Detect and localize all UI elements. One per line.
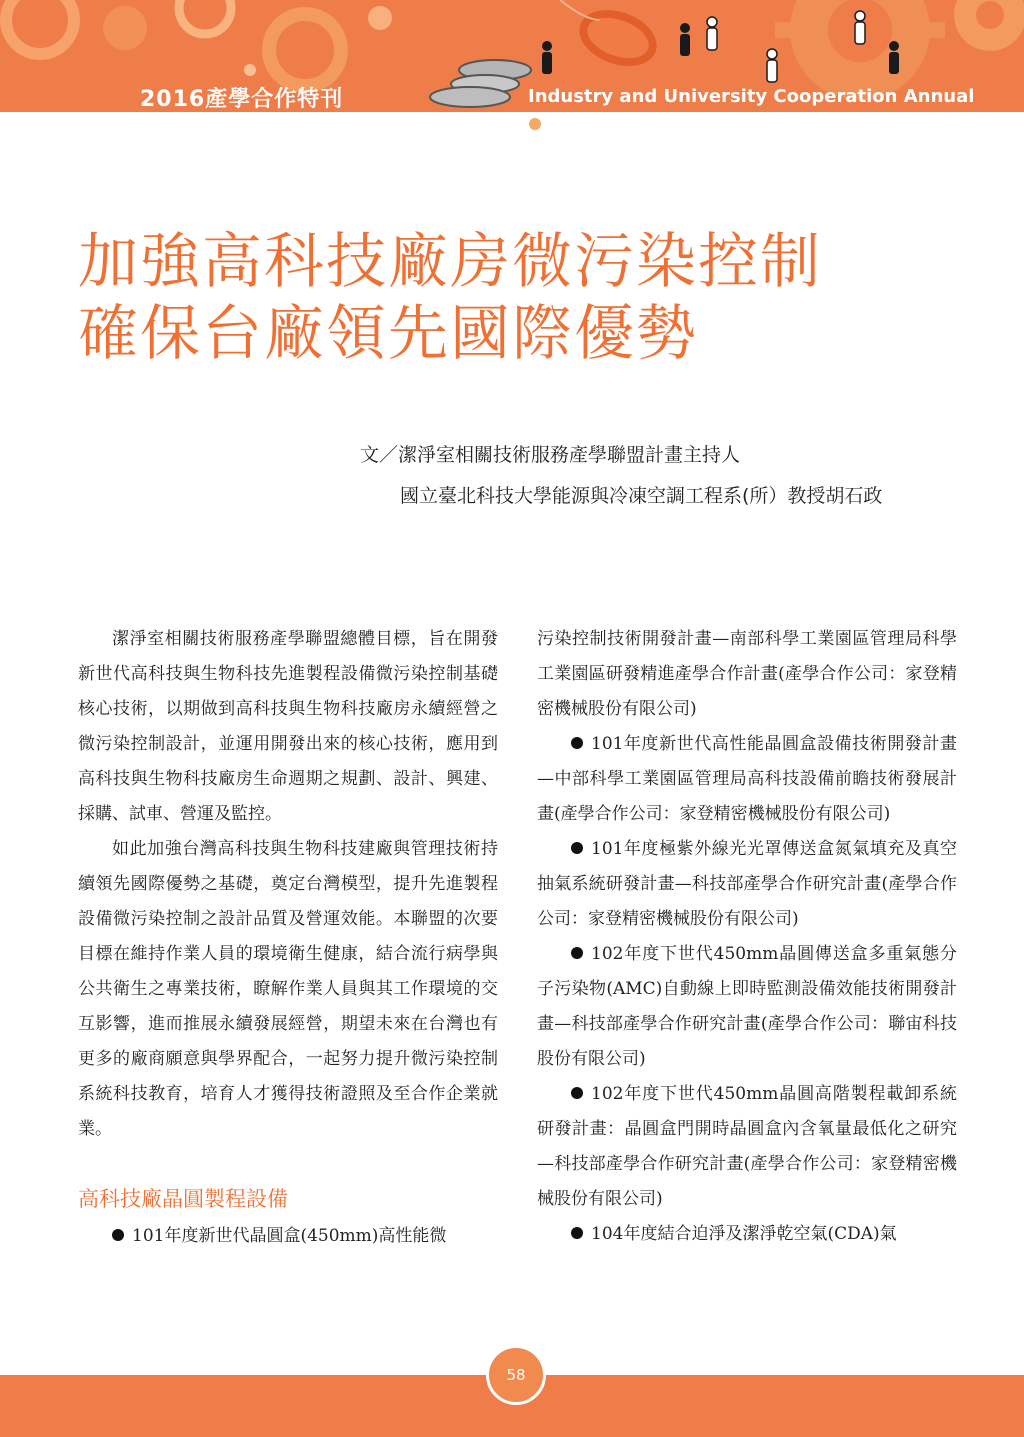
decorative-dot (529, 118, 541, 130)
bullet-icon (571, 842, 583, 854)
bullet-item (537, 1217, 957, 1252)
paragraph-continuation: 污染控制技術開發計畫—南部科學工業園區管理局科學工業園區研發精進產學合作計畫(產學合作公司：家登精密機械股份有限公司) (537, 629, 957, 719)
bullet-text: 101年度極紫外線光光罩傳送盒氮氣填充及真空抽氣系統研發計畫—科技部產學合作研究計畫(產學合作公司：家登精密機械股份有限公司) (537, 839, 957, 929)
bullet-text: 102年度下世代450mm晶圓高階製程載卸系統研發計畫：晶圓盒門開時晶圓盒內含氧量最低化之研究—科技部產學合作研究計畫(產學合作公司：家登精密機械股份有限公司) (537, 1084, 957, 1209)
right-column (537, 622, 957, 1252)
header-banner (0, 0, 1024, 112)
bullet-text: 104年度結合迫淨及潔淨乾空氣(CDA)氣 (591, 1224, 897, 1244)
circle-decoration (103, 6, 147, 50)
bullet-item (537, 1077, 957, 1217)
coin-stack-graphic (430, 60, 531, 107)
article-title (78, 226, 822, 370)
byline-affiliation: 國立臺北科技大學能源與冷凍空調工程系(所）教授胡石政 (400, 485, 883, 507)
page-number: 58 (486, 1345, 546, 1405)
publication-subtitle: Industry and University Cooperation Annual (528, 86, 975, 107)
bullet-text: 101年度新世代晶圓盒(450mm)高性能微 (132, 1226, 447, 1246)
bullet-icon (571, 947, 583, 959)
bullet-icon (571, 1087, 583, 1099)
publication-title: 2016產學合作特刊 (140, 87, 344, 112)
section-heading: 高科技廠晶圓製程設備 (78, 1187, 288, 1211)
paragraph: 潔淨室相關技術服務產學聯盟總體目標，旨在開發新世代高科技與生物科技先進製程設備微污染控制基礎核心技術，以期做到高科技與生物科技廠房永續經營之微污染控制設計，並運用開發出來的核心技術，應用到高科技與生物科技廠房生命週期之規劃、設計、興建、採購、試車、營運及監控。 (78, 629, 498, 824)
circle-decoration (244, 64, 256, 76)
title-line-2: 確保台廠領先國際優勢 (78, 299, 698, 369)
bullet-item (78, 1219, 498, 1254)
ring-decoration (6, 0, 74, 54)
gear-graphic (954, 0, 1024, 51)
bullet-item (537, 727, 957, 832)
ring-decoration (269, 14, 341, 86)
bullet-item (537, 832, 957, 937)
bullet-text: 102年度下世代450mm晶圓傳送盒多重氣態分子污染物(AMC)自動線上即時監測設備效能技術開發計畫—科技部產學合作研究計畫(產學合作公司：聯宙科技股份有限公司) (537, 944, 957, 1069)
title-line-1: 加強高科技廠房微污染控制 (78, 227, 822, 297)
paragraph: 如此加強台灣高科技與生物科技建廠與管理技術持續領先國際優勢之基礎，奠定台灣模型，提升先進製程設備微污染控制之設計品質及營運效能。本聯盟的次要目標在維持作業人員的環境衛生健康，結合流行病學與公共衛生之專業技術，瞭解作業人員與其工作環境的交互影響，進而推展永續發展經營，期望未來在台灣也有更多的廠商願意與學界配合，一起努力提升微污染控制系統科技教育，培育人才獲得技術證照及至合作企業就業。 (78, 839, 498, 1139)
byline-author-role: 文／潔淨室相關技術服務產學聯盟計畫主持人 (360, 444, 741, 466)
circle-decoration (368, 6, 392, 30)
computer-mouse-graphic (560, 0, 664, 76)
ring-decoration (179, 0, 231, 34)
bullet-text: 101年度新世代高性能晶圓盒設備技術開發計畫—中部科學工業園區管理局高科技設備前瞻技術發展計畫(產學合作公司：家登精密機械股份有限公司) (537, 734, 957, 824)
bullet-icon (112, 1229, 124, 1241)
left-column (78, 622, 498, 1254)
bullet-icon (571, 737, 583, 749)
bullet-item (537, 937, 957, 1077)
bullet-icon (571, 1227, 583, 1239)
